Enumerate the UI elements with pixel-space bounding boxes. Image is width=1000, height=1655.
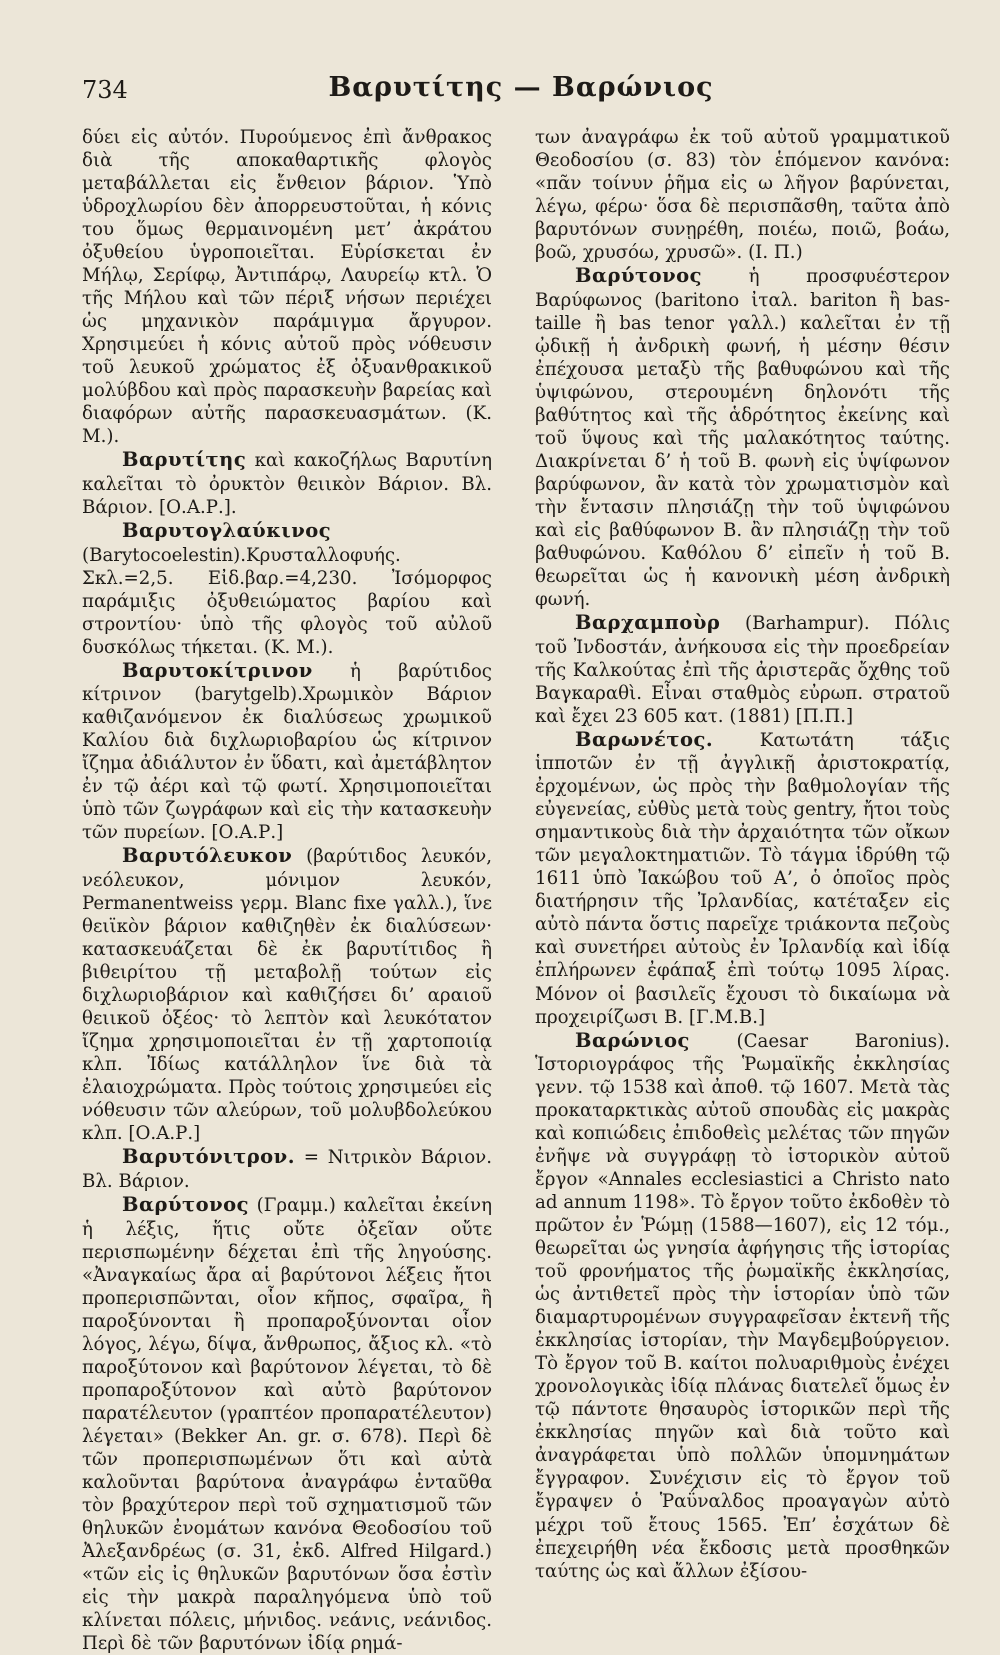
entry-headword: Βαρχαμποὺρ	[575, 610, 721, 634]
dictionary-entry	[82, 1193, 492, 1655]
dictionary-entry	[82, 1145, 492, 1193]
entry-headword: Βαρυτίτης	[122, 448, 247, 472]
entry-headword: Βαρυτογλαύκινος	[122, 518, 332, 542]
entry-headword: Βαρυτόλευκον	[122, 844, 293, 868]
running-title: Βαρυτίτης — Βαρώνιος	[328, 72, 714, 103]
dictionary-entry	[535, 1029, 950, 1583]
entry-text: (Barhampur). Πόλις τοῦ Ἰνδοστάν, ἀνήκουσα εἰς τὴν προεδρείαν τῆς Καλκούτας ἐπὶ τῆς ἀριστερᾶς ὄχθης τοῦ Βαγκαραθὶ. Εἶναι σταθμὸς εὐρωπ. στρατοῦ καὶ ἔχει 23 605 κατ. (1881) [Π.Π.]	[535, 612, 950, 727]
entry-text: ἡ βαρύτιδος κίτρινον (barytgelb).Χρωμικὸν Βάριον καθιζανόμενον ἐκ διαλύσεως χρωμικοῦ Καλίου διὰ διχλωριοβαρίου ὡς κίτρινον ἴζημα ἀδιάλυτον ἐν ὕδατι, καὶ ἀμετάβλητον ἐν τῷ ἀέρι καὶ τῷ φωτί. Χρησιμοποιεῖται ὑπὸ τῶν ζωγράφων καὶ εἰς τὴν κατασκευὴν τῶν πυρείων. [Ο.Α.Ρ.]	[82, 660, 492, 844]
entry-text: (Caesar Baronius). Ἱστοριογράφος τῆς Ῥωμαϊκῆς ἐκκλησίας γενν. τῷ 1538 καὶ ἀποθ. τῷ 1607. Μετὰ τὰς προκαταρκτικὰς αὐτοῦ σπουδὰς εἰς μακρὰς καὶ κοπιώδεις ἐπιδοθεὶς μελέτας τῶν πηγῶν ἐνῆψε νὰ συγγράφῃ τὸ ἱστορικὸν αὐτοῦ ἔργον «Annales ecclesiastici a Christo nato ad annum 1198». Τὸ ἔργον τοῦτο ἐκδοθὲν τὸ πρῶτον ἐν Ῥώμῃ (1588—1607), εἰς 12 τόμ., θεωρεῖται ὡς γνησία ἀφήγησις τῆς ἱστορίας τοῦ φρονήματος τῆς ῥωμαϊκῆς ἐκκλησίας, ὡς ἀντιθετεῖ πρὸς τὴν ἱστορίαν ὑπὸ τῶν διαμαρτυρομένων συγγραφεῖσαν ἐκτενῆ τῆς ἐκκλησίας ἱστορίαν, τὴν Μαγδεμβούργειον. Τὸ ἔργον τοῦ Β. καίτοι πολυαριθμοὺς ἐνέχει χρονολογικὰς ἰδίᾳ πλάνας διατελεῖ ὅμως ἐν τῷ πάντοτε θησαυρὸς ἱστορικῶν περὶ τῆς ἐκκλησίας πηγῶν καὶ διὰ τοῦτο καὶ ἀναγράφεται ὑπὸ πολλῶν ὑπομνημάτων ἔγγραφον. Συνέχισιν εἰς τὸ ἔργον τοῦ ἔγραψεν ὁ Ῥαΰναλδος προαγαγὼν αὐτὸ μέχρι τοῦ ἔτους 1565. Ἐπ’ ἐσχάτων δὲ ἐπεχειρήθη νέα ἔκδοσις μετὰ προσθηκῶν ταύτης ὡς καὶ ἄλλων ἐξίσου-	[535, 1030, 950, 1582]
entry-text: καὶ κακοζήλως Βαρυτίνη καλεῖται τὸ ὀρυκτὸν θειικὸν Βάριον. Βλ. Βάριον. [Ο.Α.Ρ.].	[82, 450, 492, 518]
page-number: 734	[82, 76, 128, 104]
entry-text: (βαρύτιδος λευκόν, νεόλευκον, μόνιμον λευκόν, Permanentweiss γερμ. Blanc fixe γαλλ.), ἵνε θειϊκὸν βάριον καθιζηθὲν ἐκ διαλύσεων· κατασκευάζεται δὲ ἐκ βαρυτίτιδος ἢ βιθειρίτου τῇ μεταβολῇ τούτων εἰς διχλωριοβάριον καὶ καθιζήσει δι’ αραιοῦ θειικοῦ ὀξέος· τὸ λεπτὸν καὶ λευκότατον ἴζημα χρησιμοποιεῖται ἐν τῇ χαρτοποιίᾳ κλπ. Ἰδίως κατάλληλον ἵνε διὰ τὰ ἐλαιοχρώματα. Πρὸς τούτοις χρησιμεύει εἰς νόθευσιν τῶν αλεύρων, τοῦ μολυβδολεύκου κλπ. [Ο.Α.Ρ.]	[82, 846, 492, 1145]
entry-headword: Βαρυτοκίτρινον	[122, 658, 313, 682]
entry-headword: Βαρώνιος	[575, 1028, 690, 1052]
entry-text: δύει εἰς αὐτόν. Πυρούμενος ἐπὶ ἄνθρακος διὰ τῆς αποκαθαρτικῆς φλογὸς μεταβάλλεται εἰς ἔνθειον βάριον. Ὑπὸ ὑδροχλωρίου δὲν ἀπορρευστοῦται, ἡ κόνις του ὅμως θερμαινομένη μετ’ ἀκράτου ὀξυθείου ὑγροποιεῖται. Εὑρίσκεται ἐν Μήλῳ, Σερίφῳ, Ἀντιπάρῳ, Λαυρείῳ κτλ. Ὁ τῆς Μήλου καὶ τῶν πέριξ νήσων περιέχει ὡς μηχανικὸν παράμιγμα ἄργυρον. Χρησιμεύει ἡ κόνις αὐτοῦ πρὸς νόθευσιν τοῦ λευκοῦ χρώματος ἐξ ὀξυανθρακικοῦ μολύβδου καὶ πρὸς παρασκευὴν βαρείας καὶ διαφόρων αὐτῆς παρασκευασμάτων. (Κ. Μ.).	[82, 127, 492, 448]
left-column	[82, 126, 492, 1655]
entry-headword: Βαρυτόνιτρον.	[122, 1145, 295, 1169]
dictionary-entry	[82, 519, 492, 659]
entry-text: = Νιτρικὸν Βάριον. Βλ. Βάριον.	[82, 1147, 492, 1192]
dictionary-entry	[535, 728, 950, 1029]
entry-text: (Barytocoelestin).Κρυσταλλοφυής. Σκλ.=2,5. Εἰδ.βαρ.=4,230. Ἰσόμορφος παράμιξις ὀξυθειώματος βαρίου καὶ στροντίου· ὑπὸ τῆς φλογὸς τοῦ αὐλοῦ δυσκόλως τήκεται. (Κ. Μ.).	[82, 544, 492, 658]
entry-text: ἡ προσφυέστερον Βαρύφωνος (baritono ἰταλ. bariton ἢ bas-taille ἢ bas tenor γαλλ.) καλεῖται ἐν τῇ ᾠδικῇ ἡ ἀνδρικὴ φωνή, ἡ μέσην θέσιν ἐπέχουσα μεταξὺ τῆς βαθυφώνου καὶ τῆς ὑψιφώνου, στερουμένη δηλονότι τῆς βαθύτητος καὶ τῆς ἁδρότητος ἐκείνης καὶ τοῦ ὕψους καὶ τῆς μαλακότητος ταύτης. Διακρίνεται δ’ ἡ τοῦ Β. φωνὴ εἰς ὑψίφωνον βαρύφωνον, ἂν κατὰ τὸν χρωματισμὸν καὶ τὴν ἔντασιν πλησιάζῃ τὴν τοῦ ὑψιφώνου καὶ εἰς βαθύφωνον Β. ἂν πλησιάζῃ τὴν τοῦ βαθυφώνου. Καθόλου δ’ εἰπεῖν ἡ τοῦ Β. θεωρεῖται ὡς ἡ κανονικὴ μέση ἀνδρικὴ φωνή.	[535, 266, 950, 610]
dictionary-entry	[535, 611, 950, 728]
dictionary-entry	[82, 659, 492, 845]
dictionary-entry	[535, 264, 950, 611]
entry-text: (Γραμμ.) καλεῖται ἐκείνη ἡ λέξις, ἥτις οὔτε ὀξεῖαν οὔτε περισπωμένην δέχεται ἐπὶ τῆς ληγούσης. «Ἀναγκαίως ἄρα αἱ βαρύτονοι λέξεις ἤτοι προπερισπῶνται, οἷον κῆπος, σφαῖρα, ἢ παροξύνονται ἢ προπαροξύνονται οἷον λόγος, λέγω, δίψα, ἄνθρωπος, ἄξιος κλ. «τὸ παροξύτονον καὶ βαρύτονον λέγεται, τὸ δὲ προπαροξύτονον καὶ αὐτὸ βαρύτονον παρατέλευτον (γραπτέον προπαρατέλευτον) λέγεται» (Bekker An. gr. σ. 678). Περὶ δὲ τῶν προπερισπωμένων ὅτι καὶ αὐτὰ καλοῦνται βαρύτονα ἀναγράφω ἐνταῦθα τὸν βραχύτερον περὶ τοῦ σχηματισμοῦ τῶν θηλυκῶν ἐνομάτων κανόνα Θεοδοσίου τοῦ Ἀλεξανδρέως (σ. 31, ἐκδ. Alfred Hilgard.) «τῶν εἰς ἰς θηλυκῶν βαρυτόνων ὅσα ἐστὶν εἰς τὴν μακρὰ παραληγόμενα ὑπὸ τοῦ κλίνεται πόλεις, μήνιδος. νεάνις, νεάνιδος. Περὶ δὲ τῶν βαρυτόνων ἰδίᾳ ρημά-	[82, 1194, 492, 1654]
dictionary-entry	[82, 844, 492, 1145]
entry-headword: Βαρωνέτος.	[575, 727, 714, 751]
page-header	[82, 70, 960, 110]
dictionary-entry	[82, 448, 492, 519]
entry-text: Κατωτάτη τάξις ἱπποτῶν ἐν τῇ ἀγγλικῇ ἀριστοκρατίᾳ, ἐρχομένων, ὡς πρὸς τὴν βαθμολογίαν τῆς εὐγενείας, εὐθὺς μετὰ τοὺς gentry, ἤτοι τοὺς σημαντικοὺς διὰ τὴν ἀρχαιότητα τῶν οἴκων τῶν μεγαλοκτηματιῶν. Τὸ τάγμα ἱδρύθη τῷ 1611 ὑπὸ Ἰακώβου τοῦ Α’, ὁ ὁποῖος πρὸς διατήρησιν τῆς Ἰρλανδίας, κατέταξεν εἰς αὐτὸ πάντα ὅστις παρεῖχε τριάκοντα πεζοὺς καὶ συνετήρει αὐτοὺς ἐν Ἰρλανδίᾳ καὶ ἰδίᾳ ἐπλήρωνεν ἐφάπαξ ἐπὶ τούτῳ 1095 λίρας. Μόνον οἱ βασιλεῖς ἔχουσι τὸ δικαίωμα νὰ προχειρίζωσι Β. [Γ.Μ.Β.]	[535, 729, 950, 1028]
dictionary-entry	[535, 126, 950, 264]
dictionary-entry	[82, 126, 492, 448]
entry-headword: Βαρύτονος	[575, 264, 703, 288]
entry-headword: Βαρύτονος	[122, 1192, 250, 1216]
entry-text: των ἀναγράφω ἐκ τοῦ αὐτοῦ γραμματικοῦ Θεοδοσίου (σ. 83) τὸν ἑπόμενον κανόνα: «πᾶν τοίνυν ῥῆμα εἰς ω λῆγον βαρύνεται, λέγω, φέρω· ὅσα δὲ περισπᾶσθη, ταῦτα ἀπὸ βαρυτόνων συνῃρέθη, ποιέω, ποιῶ, βοάω, βοῶ, χρυσόω, χρυσῶ». (Ι. Π.)	[535, 127, 950, 264]
right-column	[535, 126, 950, 1583]
